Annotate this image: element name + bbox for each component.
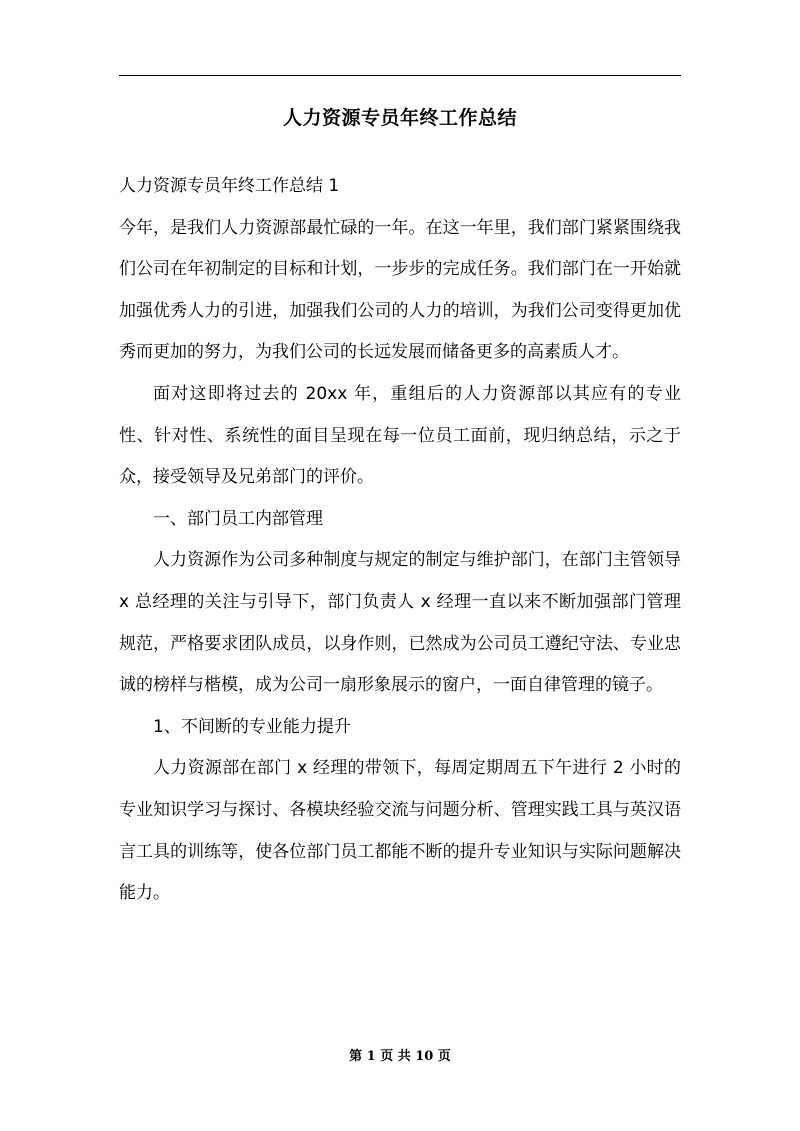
paragraph-5: 人力资源作为公司多种制度与规定的制定与维护部门，在部门主管领导 x 总经理的关注与引导下，部门负责人 x 经理一直以来不断加强部门管理规范，严格要求团队成员，以身作则，已然成为公司员工遵纪守法、专业忠诚的榜样与楷模，成为公司一扇形象展示的窗户，一面自律管理的镜子。 [119, 550, 681, 696]
header-rule [119, 75, 681, 76]
document-body [119, 166, 681, 915]
section-heading: 一、部门员工内部管理 [153, 508, 323, 529]
paragraph-1: 人力资源专员年终工作总结 1 [119, 176, 340, 196]
subsection-heading: 1、不间断的专业能力提升 [153, 716, 351, 737]
paragraph-7: 人力资源部在部门 x 经理的带领下，每周定期周五下午进行 2 小时的专业知识学习与探讨、各模块经验交流与问题分析、管理实践工具与英汉语言工具的训练等，使各位部门员工都能不断的提升专业知识与实际问题解决能力。 [119, 758, 681, 904]
paragraph-2: 今年，是我们人力资源部最忙碌的一年。在这一年里，我们部门紧紧围绕我们公司在年初制定的目标和计划，一步步的完成任务。我们部门在一开始就加强优秀人力的引进，加强我们公司的人力的培训，为我们公司变得更加优秀而更加的努力，为我们公司的长远发展而储备更多的高素质人才。 [119, 217, 681, 363]
document-title: 人力资源专员年终工作总结 [282, 107, 517, 129]
paragraph-3: 面对这即将过去的 20xx 年，重组后的人力资源部以其应有的专业性、针对性、系统性的面目呈现在每一位员工面前，现归纳总结，示之于众，接受领导及兄弟部门的评价。 [119, 383, 681, 488]
page-number-footer: 第 1 页 共 10 页 [349, 1049, 451, 1064]
